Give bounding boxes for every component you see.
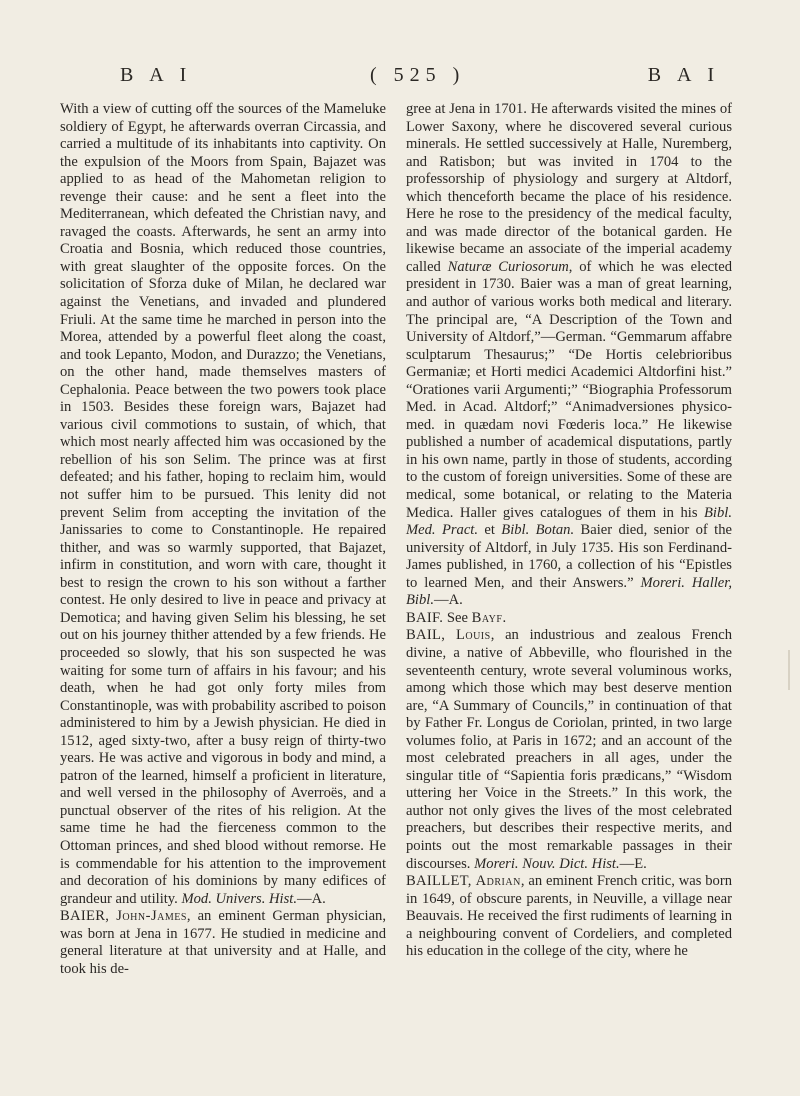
baier-academy-name: Naturæ Curiosorum [447,258,569,275]
baier-forename: John-James [116,908,187,925]
bajazet-citation: Mod. Univers. Hist. [181,890,297,907]
baier-text: , an eminent German physician, was born at Jena in 1677. He studied in medicine and general literature at that university and at Halle, and took his de- [60,908,386,977]
right-column [406,101,732,961]
baier-entry-continuation [406,101,732,610]
baier-headword: BAIER, [60,908,110,925]
baif-cross-reference: Bayf. [471,609,507,626]
baier-cont-text-2: , of which he was elected president in 1730. Baier was a man of great learning, and author of various works both medical and literary. The principal are, “A Description of the Town and University of Altdorf,”—German. “Gemmarum affabre sculptarum Thesaurus;” “De Hortis celebrioribus Germaniæ; et Horti medici Academici Altdorfini hist.” “Orationes varii Argumenti;” “Biographia Professorum Med. in Acad. Altdorf;” “Animadversiones physico-med. in quædam novi Fœderis loca.” He likewise published a number of academical disputations, partly in his own name, partly in those of students, according to the custom of foreign universities. Some of these are medical, some botanical, or relating to the Materia Medica. Haller gives catalogues of them in his [406,258,732,521]
bail-forename: Louis [455,627,491,644]
baier-citation-end: —A. [433,592,463,609]
running-head-right: B A I [647,64,720,86]
bajazet-citation-end: —A. [297,890,326,907]
baif-see: See [446,609,468,626]
baif-entry [406,610,732,628]
bajazet-text: With a view of cutting off the sources of the Mameluke soldiery of Egypt, he afterwards overran Circassia, and carried a multitude of its inhabitants into captivity. On the expulsion of the Moors from Spain, Bajazet was applied to as head of the Mahometan religion to revenge their cause: and he sent a fleet into the Mediterranean, which defeated the Christian navy, and ravaged the coasts. Afterwards, he sent an army into Croatia and Bosnia, which reduced those countries, with great slaughter of the opposite forces. On the solicitation of Sforza duke of Milan, he declared war against the Venetians, and invaded and plundered Friuli. At the same time he marched in person into the Morea, attended by a powerful fleet along the coast, and took Lepanto, Modon, and Durazzo; the Venetians, on the other hand, made themselves masters of Cephalonia. Peace between the two powers took place in 1503. Besides these foreign wars, Bajazet had various civil commotions to sustain, of which, that which most nearly affected him was occasioned by the rebellion of his son Selim. The prince was at first defeated; and his father, hoping to reclaim him, would not suffer him to be pursued. This lenity did not prevent Selim from accepting the invitation of the Janissaries to come to Constantinople. He repaired thither, and was so warmly supported, that Bajazet, infirm in constitution, and worn with care, thought it best to resign the crown to his son without a farther contest. He only desired to live in peace and privacy at Demotica; and having given Selim his blessing, he set out on his journey thither attended by a few friends. He proceeded so slowly, that his son suspected he was waiting for some turn of affairs in his favour; and his death, when he had got only forty miles from Constantinople, was with probability ascribed to poison administered to him by a Jewish physician. He died in 1512, aged sixty-two, after a busy reign of thirty-two years. He was active and vigorous in body and mind, a patron of the learned, himself a proficient in literature, and well versed in the philosophy of Averroës, and a punctual observer of the rites of his religion. At the same time he had the fierceness common to the Ottoman princes, and shed blood without remorse. He is commendable for his attention to the improvement and decoration of his dominions by many edifices of grandeur and utility. [60,101,386,907]
page-edge-mark [788,650,790,690]
baillet-headword: BAILLET, [406,873,472,890]
baillet-forename: Adrian [475,873,521,890]
baillet-entry [406,873,732,961]
bail-citation-end: —E. [619,855,647,872]
left-column [60,101,386,978]
baier-bibl-med: Bibl. Med. Pract. [406,504,732,539]
bail-citation: Moreri. Nouv. Dict. Hist. [474,855,620,872]
bail-text: , an industrious and zealous French divine, a native of Abbeville, who flourished in the seventeenth century, wrote several voluminous works, among which those which may best deserve mention are, “A Summary of Councils,” in continuation of that by Father Fr. Longus de Coriolan, printed, in two large volumes folio, at Paris in 1672; and an account of the most celebrated preachers in all ages, under the singular title of “Sapientia foris prædicans,” “Wisdom uttering her Voice in the Streets.” In this work, the author not only gives the lives of the most celebrated preachers, but describes their respective merits, and points out the most remarkable passages in their discourses. [406,627,732,872]
baillet-text: , an eminent French critic, was born in 1649, of obscure parents, in Neuville, a village near Beauvais. He received the first rudiments of learning in a neighbouring convent of Cordeliers, and completed his education in the college of the city, where he [406,873,732,960]
bajazet-entry-continuation [60,101,386,908]
baif-headword: BAIF. [406,609,444,626]
baier-et: et [478,522,502,539]
page-number: ( 525 ) [370,64,466,86]
bail-entry [406,627,732,873]
baier-citation: Moreri. Haller, Bibl. [406,574,732,609]
baier-cont-text-3: Baier died, senior of the university of Altdorf, in July 1735. His son Ferdinand-James published, in 1760, a collection of his “Epistles to learned Men, and their Answers.” [406,522,732,591]
bail-headword: BAIL, [406,627,446,644]
baier-entry [60,908,386,978]
baier-cont-text-1: gree at Jena in 1701. He afterwards visited the mines of Lower Saxony, where he discovered several curious minerals. He settled successively at Halle, Nuremberg, and Ratisbon; but was invited in 1704 to the professorship of physiology and surgery at Altdorf, which thenceforth became the place of his residence. Here he rose to the presidency of the medical faculty, and was made director of the botanical garden. He likewise became an associate of the imperial academy called [406,101,732,275]
running-head-left: B A I [120,64,193,86]
running-head [120,64,720,88]
baier-bibl-botan: Bibl. Botan. [501,522,575,539]
